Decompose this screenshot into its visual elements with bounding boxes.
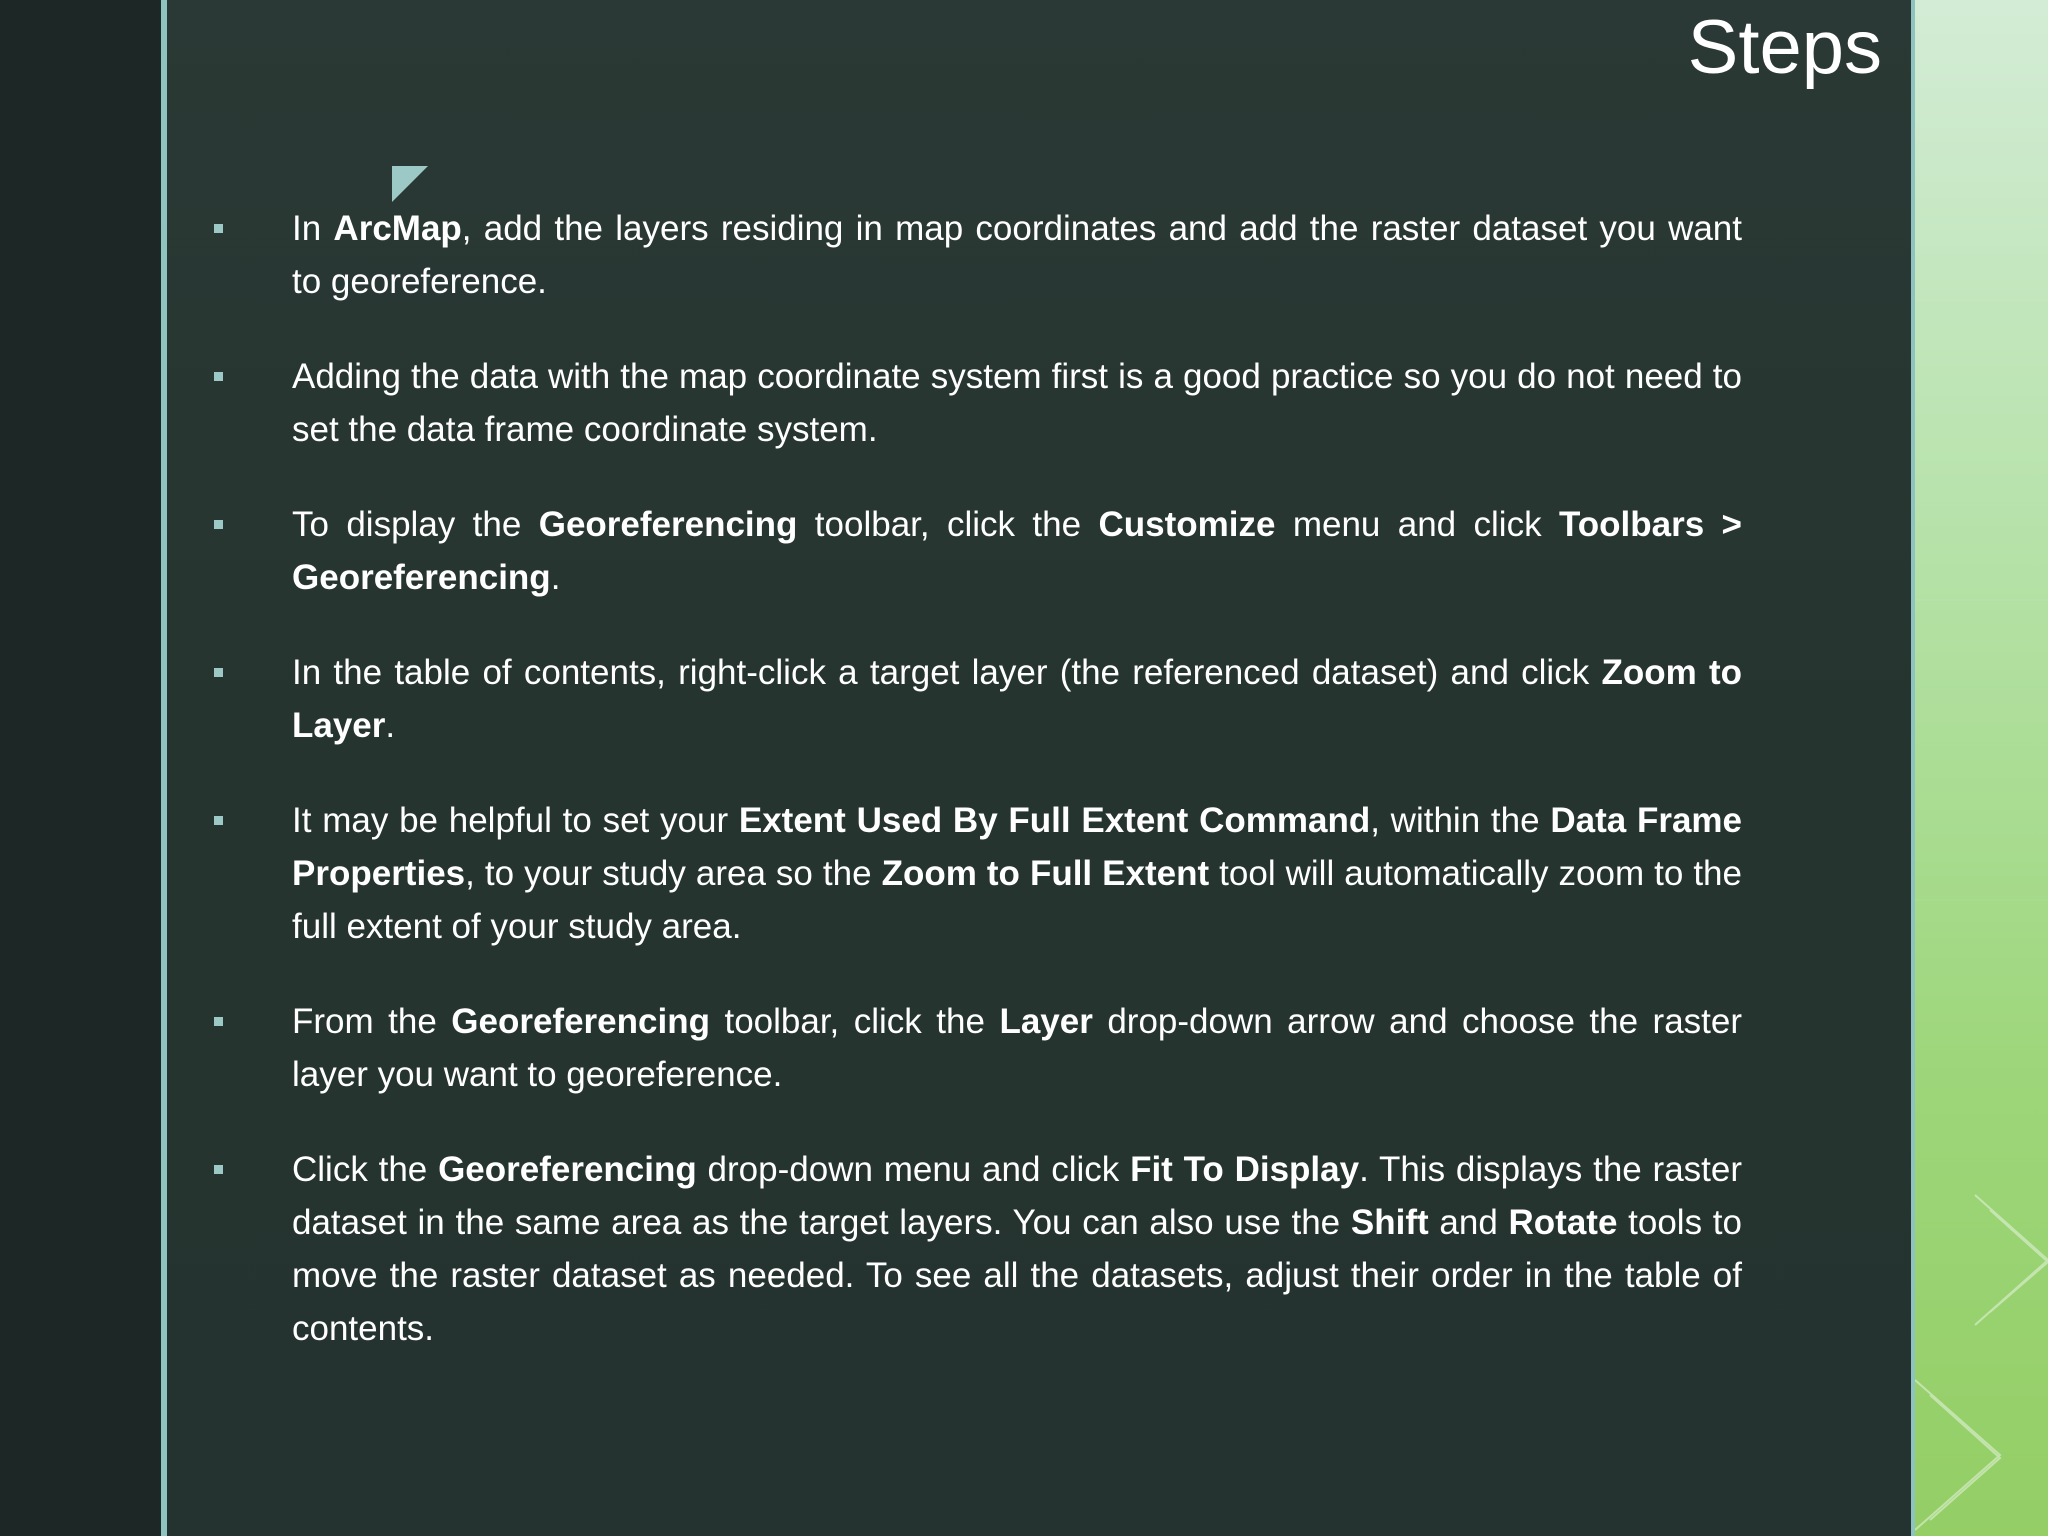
bullet-text: [292, 1150, 1742, 1348]
square-bullet-icon: [214, 372, 223, 381]
square-bullet-icon: [214, 1165, 223, 1174]
slide-title: Steps: [1687, 5, 1882, 90]
bold-text-run: Georeferencing: [538, 505, 798, 544]
text-run: tools to move the raster dataset as needed. To see all the datasets, adjust their order in the table of contents.: [292, 1203, 1742, 1348]
bold-text-run: Layer: [999, 1002, 1093, 1041]
text-run: .: [550, 558, 561, 597]
bold-text-run: ArcMap: [333, 209, 462, 248]
text-run: menu and click: [1275, 505, 1559, 544]
bold-text-run: Extent Used By Full Extent Command: [738, 801, 1371, 840]
bullet-text: [292, 653, 1742, 745]
triangle-corner-icon: [392, 166, 428, 202]
text-run: , add the layers residing in map coordinates and add the raster dataset you want to georeference.: [292, 209, 1742, 301]
bullet-item: [214, 498, 1742, 604]
bullet-text: [292, 1002, 1742, 1094]
bullet-text: [292, 801, 1742, 946]
text-run: In the table of contents, right-click a target layer (the referenced dataset) and click: [292, 653, 1602, 692]
bold-text-run: Zoom to Layer: [292, 653, 1742, 745]
text-run: , to your study area so the: [465, 854, 882, 893]
text-run: Adding the data with the map coordinate system first is a good practice so you do not need to set the data frame coordinate system.: [292, 357, 1742, 449]
bold-text-run: Shift: [1350, 1203, 1429, 1242]
text-run: In: [292, 209, 334, 248]
text-run: toolbar, click the: [797, 505, 1099, 544]
bold-text-run: Fit To Display: [1130, 1150, 1360, 1189]
bullet-item: [214, 350, 1742, 456]
bullet-item: [214, 995, 1742, 1101]
bullet-item: [214, 202, 1742, 308]
bullet-text: [292, 505, 1742, 597]
bold-text-run: Toolbars > Georeferencing: [292, 505, 1742, 597]
left-band: [0, 0, 161, 1536]
text-run: Click the: [292, 1150, 439, 1189]
square-bullet-icon: [214, 816, 223, 825]
bullet-item: [214, 1143, 1742, 1355]
bold-text-run: Customize: [1098, 505, 1276, 544]
text-run: tool will automatically zoom to the full extent of your study area.: [292, 854, 1742, 946]
text-run: , within the: [1370, 801, 1551, 840]
bold-text-run: Data Frame Properties: [292, 801, 1742, 893]
text-run: and: [1428, 1203, 1509, 1242]
bullet-item: [214, 794, 1742, 953]
bold-text-run: Rotate: [1508, 1203, 1618, 1242]
bullet-list: [214, 202, 1742, 1397]
text-run: drop-down arrow and choose the raster layer you want to georeference.: [292, 1002, 1743, 1094]
text-run: To display the: [292, 505, 539, 544]
text-run: toolbar, click the: [709, 1002, 1000, 1041]
text-run: It may be helpful to set your: [292, 801, 739, 840]
bullet-text: [292, 357, 1742, 449]
text-run: From the: [292, 1002, 452, 1041]
text-run: drop-down menu and click: [696, 1150, 1131, 1189]
bold-text-run: Georeferencing: [438, 1150, 697, 1189]
chevron-decoration-icon: [1915, 0, 2048, 1536]
bullet-item: [214, 646, 1742, 752]
bold-text-run: Zoom to Full Extent: [881, 854, 1210, 893]
bold-text-run: Georeferencing: [451, 1002, 710, 1041]
bullet-text: [292, 209, 1742, 301]
square-bullet-icon: [214, 224, 223, 233]
text-run: . This displays the raster dataset in the same area as the target layers. You can also use the: [292, 1150, 1743, 1242]
right-decorative-band: [1915, 0, 2048, 1536]
text-run: .: [385, 706, 396, 745]
square-bullet-icon: [214, 668, 223, 677]
square-bullet-icon: [214, 1017, 223, 1026]
square-bullet-icon: [214, 520, 223, 529]
